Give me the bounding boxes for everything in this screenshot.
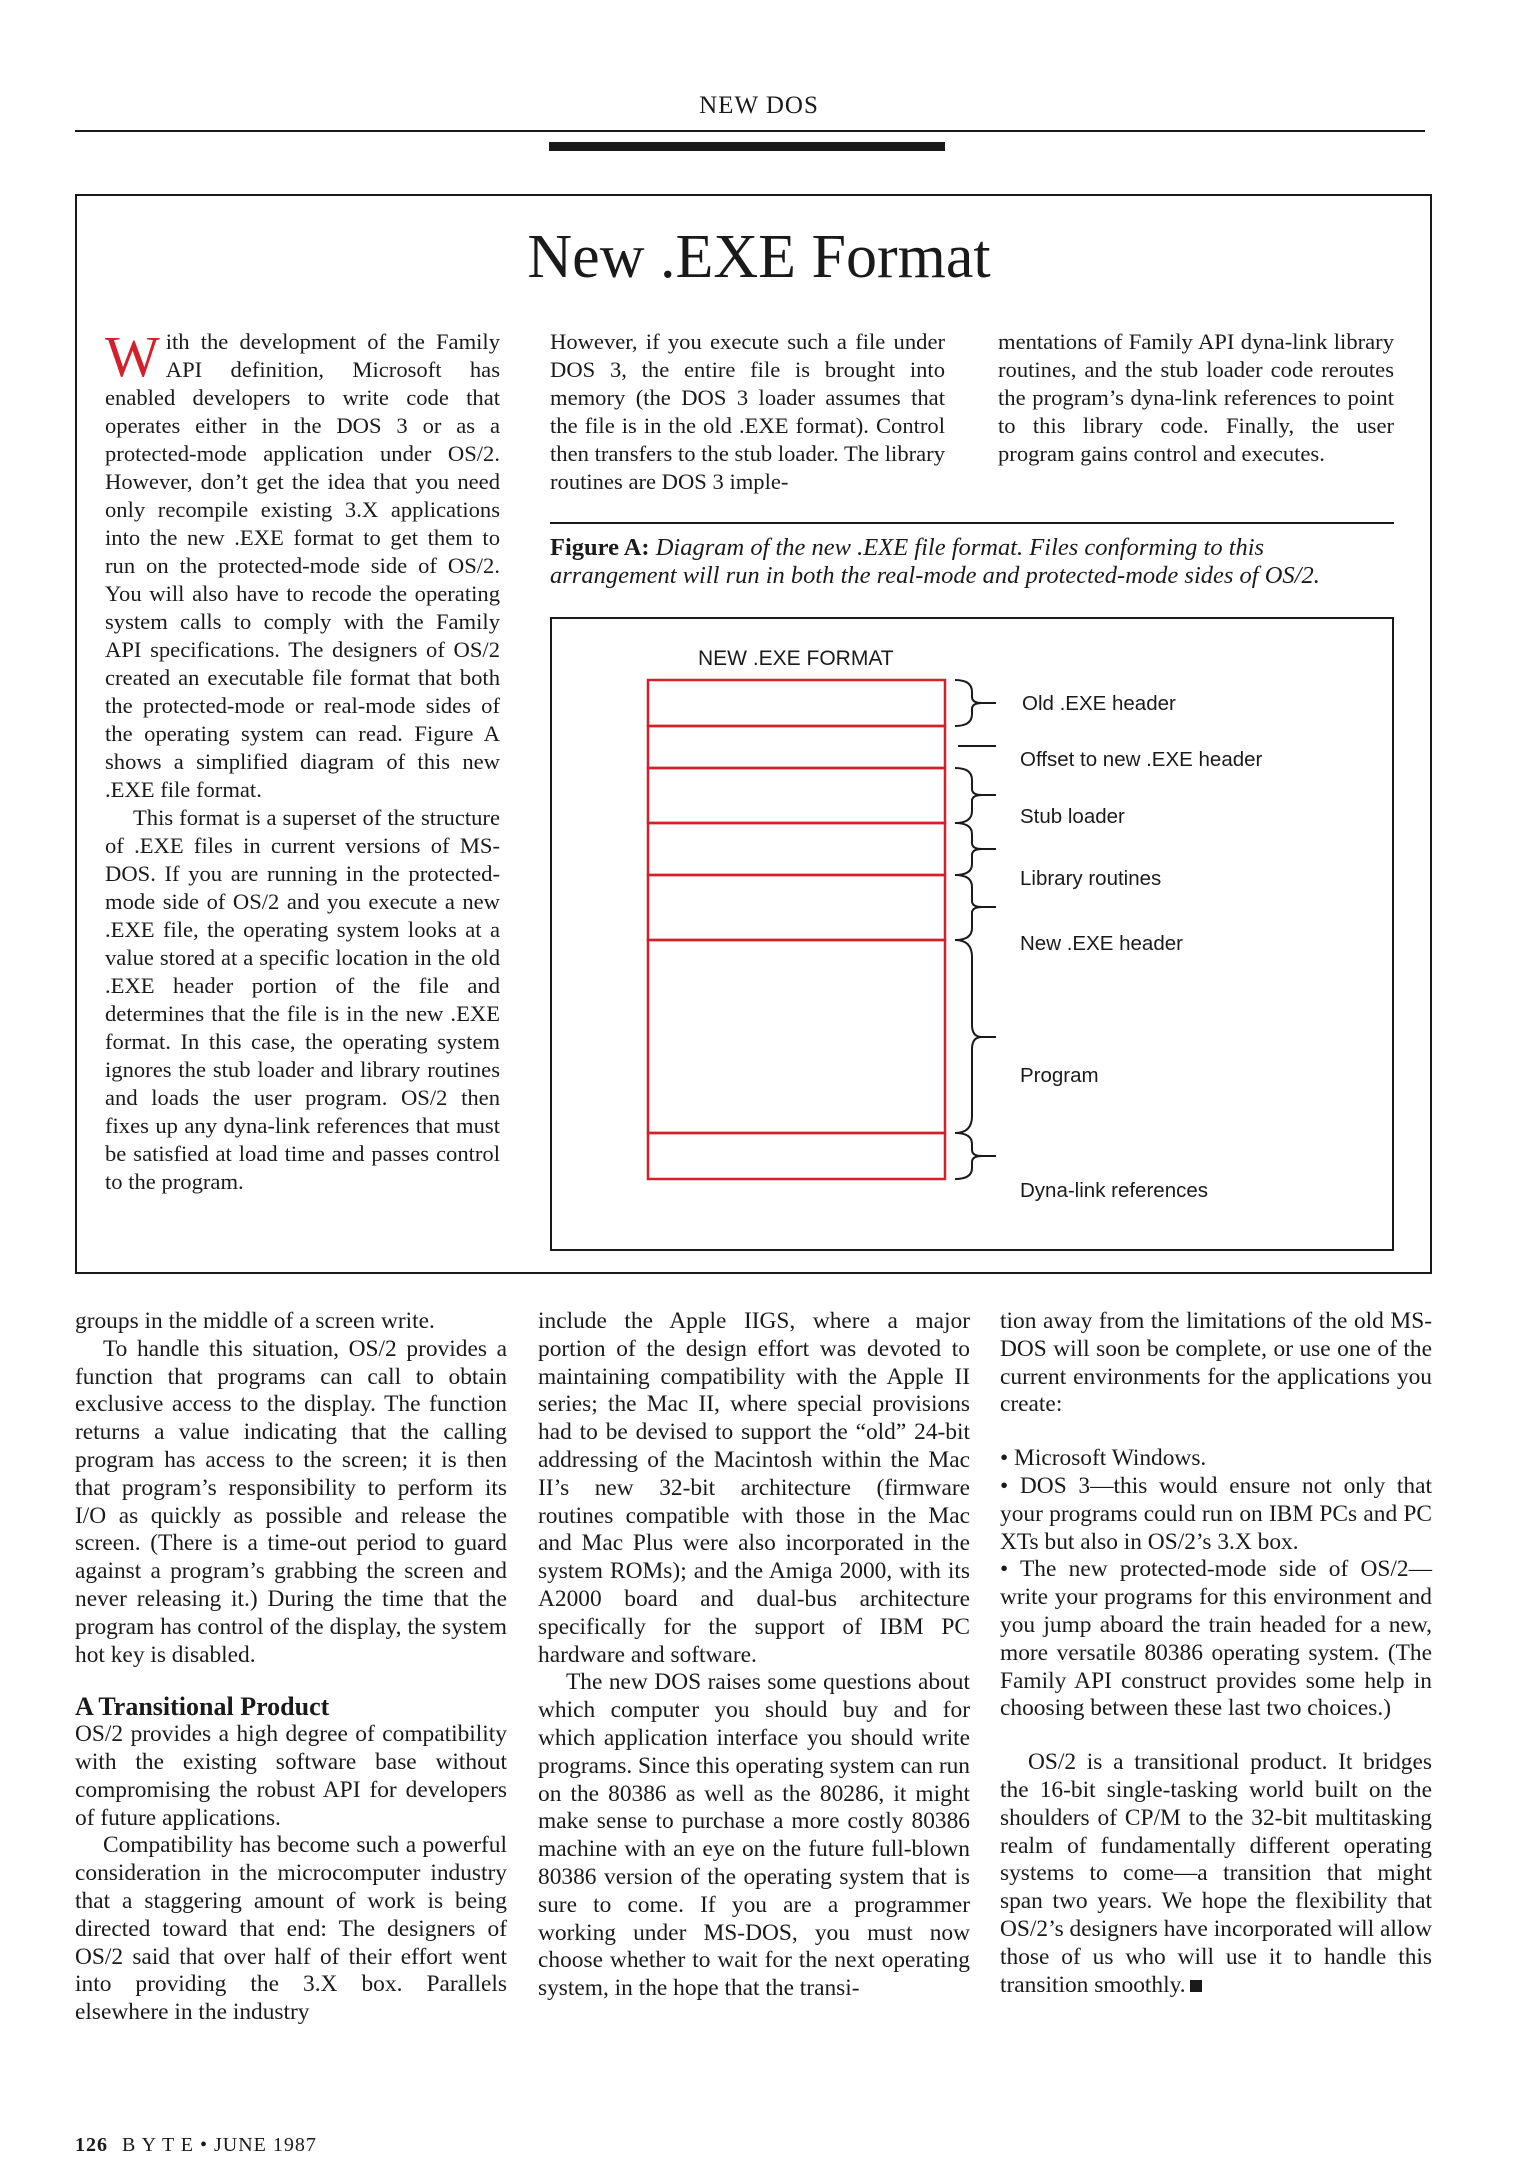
article-paragraph: Compatibility has become such a powerful consideration in the microcomputer industry that a staggering amount of work is being directed toward that end: The designers of OS/2 said that over half of their effort went into providing the 3.X box. Parallels elsewhere in the industry — [75, 1832, 507, 2026]
article-column-1 — [75, 1308, 507, 2027]
sidebar-column-3 — [998, 328, 1394, 468]
article-paragraph: include the Apple IIGS, where a major portion of the design effort was devoted to maintaining compatibility with the Apple II series; the Mac II, where special provisions had to be devised to support the “old” 24-bit addressing of the Macintosh within the Mac II’s new 32-bit architecture (firmware routines compatible with those in the Mac and Mac Plus were also incorporated in the system ROMs); and the Amiga 2000, with its A2000 board and dual-bus architecture specifically for the support of IBM PC hardware and software. — [538, 1308, 970, 1668]
article-column-2 — [538, 1308, 970, 2003]
article-paragraph: OS/2 is a transitional product. It bridges the 16-bit single-tasking world built on the shoulders of CP/M to the 32-bit multitasking realm of fundamentally different operating systems to come—a transition that might span two years. We hope the flexibility that OS/2’s designers have incorporated will allow those of us who will use it to handle this transition smoothly. — [1000, 1749, 1432, 1998]
brace-library — [955, 823, 982, 875]
label-program: Program — [1020, 1064, 1099, 1087]
section-header: NEW DOS — [699, 92, 819, 119]
sidebar-column-2 — [550, 328, 945, 496]
bullet-item: • The new protected-mode side of OS/2—write your programs for this environment and you jump aboard the train headed for a new, more versatile 80386 operating system. (The Family API construct provides some help in choosing between these last two choices.) — [1000, 1556, 1432, 1722]
exe-format-diagram — [550, 617, 1394, 1251]
end-mark — [1190, 1980, 1202, 1992]
segment-old-exe-header — [648, 680, 945, 726]
page-number: 126 — [75, 2134, 108, 2156]
article-subhead: A Transitional Product — [75, 1692, 330, 1722]
brace-program — [955, 940, 982, 1133]
page-footer — [75, 2134, 317, 2157]
footer-text: B Y T E • JUNE 1987 — [122, 2134, 317, 2156]
segment-library-routines — [648, 823, 945, 875]
label-offset: Offset to new .EXE header — [1020, 748, 1263, 771]
brace-dyna-link — [955, 1133, 982, 1179]
article-column-3 — [1000, 1308, 1432, 1999]
label-old-exe-header: Old .EXE header — [1022, 692, 1176, 715]
segment-program — [648, 940, 945, 1133]
segment-stub-loader — [648, 768, 945, 823]
brace-new-header — [955, 875, 982, 940]
article-paragraph: The new DOS raises some questions about which computer you should buy and for which application interface you should write programs. Since this operating system can run on the 80386 as well as the 80286, it might make sense to purchase a more costly 80386 machine with an eye on the future full-blown 80386 version of the operating system that is sure to come. If you are a programmer working under MS-DOS, you must now choose whether to wait for the next operating system, in the hope that the transi- — [538, 1669, 970, 2002]
label-library-routines: Library routines — [1020, 867, 1162, 890]
figure-caption-text: Diagram of the new .EXE file format. Files conforming to this arrangement will run in both the real-mode and protected-mode sides of OS/2. — [550, 534, 1320, 589]
segment-offset — [648, 726, 945, 768]
article-paragraph: OS/2 provides a high degree of compatibility with the existing software base without compromising the robust API for developers of future applications. — [75, 1721, 507, 1831]
diagram-title: NEW .EXE FORMAT — [698, 647, 894, 670]
bullet-item: • DOS 3—this would ensure not only that your programs could run on IBM PCs and PC XTs but also in OS/2’s 3.X box. — [1000, 1472, 1432, 1555]
bullet-item: • Microsoft Windows. — [1000, 1445, 1207, 1472]
figure-label: Figure A: — [550, 534, 650, 561]
label-new-exe-header: New .EXE header — [1020, 932, 1183, 955]
sidebar-title: New .EXE Format — [527, 223, 991, 291]
label-stub-loader: Stub loader — [1020, 805, 1125, 828]
figure-caption — [550, 534, 1394, 590]
sidebar-paragraph: mentations of Family API dyna-link library routines, and the stub loader code reroutes the program’s dyna-link references to point to this library code. Finally, the user program gains control and executes. — [998, 329, 1394, 466]
header-rule — [75, 130, 1425, 132]
article-paragraph: tion away from the limitations of the old MS-DOS will soon be complete, or use one of the current environments for the applications you create: — [1000, 1308, 1432, 1418]
drop-cap: W — [105, 324, 160, 389]
sidebar-paragraph: This format is a superset of the structure of .EXE files in current versions of MS-DOS. If you are running in the protected-mode side of OS/2 and you execute a new .EXE file, the operating system looks at a value stored at a specific location in the old .EXE header portion of the file and determines that the file is in the new .EXE format. In this case, the operating system ignores the stub loader and library routines and loads the user program. OS/2 then fixes up any dyna-link references that must be satisfied at load time and passes control to the program. — [105, 805, 500, 1194]
header-bar — [549, 142, 945, 151]
label-dyna-link: Dyna-link references — [1020, 1179, 1208, 1202]
article-paragraph: To handle this situation, OS/2 provides a function that programs can call to obtain exclusive access to the display. The function returns a value indicating that the calling program has access to the screen; it is then that program’s responsibility to perform its I/O as quickly as possible and release the screen. (There is a time-out period to guard against a program’s grabbing the screen and never releasing it.) During the time that the program has control of the display, the system hot key is disabled. — [75, 1335, 507, 1668]
sidebar-paragraph: However, if you execute such a file under DOS 3, the entire file is brought into memory (the DOS 3 loader assumes that the file is in the old .EXE format). Control then transfers to the stub loader. The library routines are DOS 3 imple- — [550, 329, 945, 494]
brace-stub-loader — [955, 768, 982, 823]
segment-new-exe-header — [648, 875, 945, 940]
figure-rule — [550, 522, 1394, 524]
article-paragraph: groups in the middle of a screen write. — [75, 1308, 435, 1334]
brace-old-header — [955, 680, 982, 726]
segment-dyna-link — [648, 1133, 945, 1179]
sidebar-paragraph: With the development of the Family API definition, Microsoft has enabled developers to write code that operates either in the DOS 3 or as a protected-mode application under OS/2. However, don’t get the idea that you need only recompile existing 3.X applications into the new .EXE format to get them to run on the protected-mode side of OS/2. You will also have to recode the operating system calls to comply with the Family API specifications. The designers of OS/2 created an executable file format that both the protected-mode or real-mode sides of the operating system can read. Figure A shows a simplified diagram of this new .EXE file format. — [105, 324, 500, 802]
sidebar-column-1 — [105, 324, 500, 1196]
